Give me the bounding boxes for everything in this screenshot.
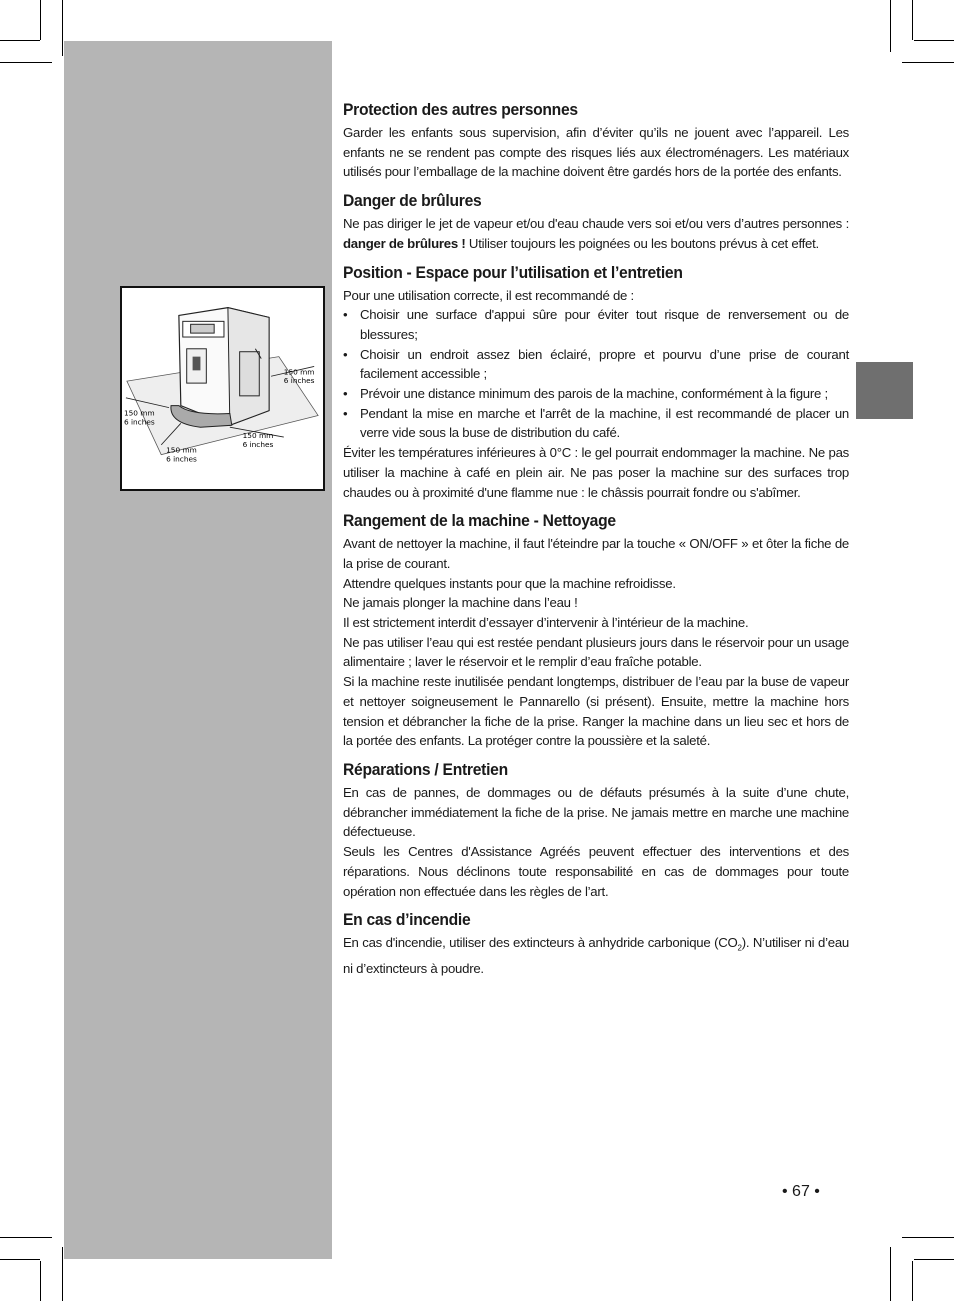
section-title: Danger de brûlures bbox=[343, 191, 482, 211]
crop-mark bbox=[0, 62, 52, 63]
figure-label-back-mm: 150 mm bbox=[283, 367, 315, 377]
section-rangement bbox=[343, 511, 849, 751]
paragraph: Avant de nettoyer la machine, il faut l'éteindre par la touche « ON/OFF » et ôter la fiche de la prise de courant. bbox=[343, 536, 849, 571]
list-item: • Choisir une surface d'appui sûre pour éviter tout risque de renversement ou de blessures; bbox=[343, 305, 849, 344]
warning-bold: danger de brûlures ! bbox=[343, 235, 466, 251]
crop-mark bbox=[890, 0, 891, 52]
crop-mark bbox=[0, 40, 40, 41]
figure-label-left-mm: 150 mm bbox=[123, 408, 155, 418]
section-text bbox=[343, 933, 849, 978]
subscript: 2 bbox=[737, 943, 742, 953]
sidebar-gray-column bbox=[64, 41, 332, 1259]
crop-mark bbox=[40, 0, 41, 40]
paragraph: Si la machine reste inutilisée pendant longtemps, distribuer de l’eau par la buse de vapeur et nettoyer soigneusement le Pannarello (si présent). Ensuite, mettre la machine hors tension et débrancher la fiche de la prise. Ranger la machine dans un lieu sec et hors de la portée des enfants. La protéger contre la poussière et la saleté. bbox=[343, 674, 849, 749]
main-content bbox=[343, 100, 849, 987]
crop-mark bbox=[912, 1261, 913, 1301]
text-part: Utiliser toujours les poignées ou les boutons prévus à cet effet. bbox=[465, 235, 819, 251]
section-brulures bbox=[343, 191, 849, 253]
crop-mark bbox=[0, 1259, 40, 1260]
figure-label-back-in: 6 inches bbox=[283, 376, 315, 386]
text-part: Ne pas diriger le jet de vapeur et/ou d'eau chaude vers soi et/ou vers d’autres personnes : bbox=[343, 216, 849, 232]
paragraph: En cas de pannes, de dommages ou de défauts présumés à la suite d’une chute, débrancher immédiatement la fiche de la prise. Ne jamais mettre en marche une machine défectueuse. bbox=[343, 784, 849, 840]
coffee-machine-illustration bbox=[122, 288, 323, 489]
section-incendie bbox=[343, 910, 849, 978]
crop-mark bbox=[62, 1247, 63, 1301]
figure-label-front-in: 6 inches bbox=[166, 454, 197, 464]
section-title: Protection des autres personnes bbox=[343, 100, 578, 119]
text-part: ). N’utiliser ni d’eau ni d’extincteurs à poudre. bbox=[343, 935, 849, 976]
section-title: Rangement de la machine - Nettoyage bbox=[343, 511, 616, 531]
paragraph: Attendre quelques instants pour que la machine refroidisse. bbox=[343, 575, 676, 591]
page-number: • 67 • bbox=[782, 1183, 820, 1200]
crop-mark bbox=[914, 40, 954, 41]
paragraph: Ne jamais plonger la machine dans l’eau ! bbox=[343, 595, 578, 611]
list-item: • Choisir un endroit assez bien éclairé, propre et pourvu d’une prise de courant facilement accessible ; bbox=[343, 345, 849, 384]
section-title: Position - Espace pour l’utilisation et l’entretien bbox=[343, 262, 683, 282]
section-text: Garder les enfants sous supervision, afin d’éviter qu’ils ne jouent avec l’appareil. Les enfants ne se rendent pas compte des risques liés aux électroménagers. Les matériaux utilisés pour l’emballage de la machine doivent être gardés hors de la portée des enfants. bbox=[343, 125, 849, 180]
crop-mark bbox=[912, 0, 913, 40]
list-item: • Pendant la mise en marche et l'arrêt de la machine, il est recommandé de placer un verre vide sous la buse de distribution du café. bbox=[343, 404, 849, 443]
crop-mark bbox=[62, 0, 63, 56]
section-outro: Éviter les températures inférieures à 0°C : le gel pourrait endommager la machine. Ne pas utiliser la machine à café en plein air. Ne pas poser la machine sur des surfaces trop chaudes ou à proximité d'une flamme nue : le châssis pourrait fondre ou s'abîmer. bbox=[343, 445, 849, 500]
paragraph: Il est strictement interdit d’essayer d’intervenir à l’intérieur de la machine. bbox=[343, 615, 749, 631]
figure-label-right-in: 6 inches bbox=[242, 439, 274, 449]
crop-mark bbox=[902, 1237, 954, 1238]
list-item: • Prévoir une distance minimum des parois de la machine, conformément à la figure ; bbox=[343, 384, 849, 404]
section-title: En cas d’incendie bbox=[343, 910, 471, 930]
paragraph: Ne pas utiliser l’eau qui est restée pendant plusieurs jours dans le réservoir pour un usage alimentaire ; laver le réservoir et le remplir d’eau fraîche potable. bbox=[343, 634, 849, 670]
figure-label-front-mm: 150 mm bbox=[166, 445, 197, 455]
figure-label-right-mm: 150 mm bbox=[242, 431, 274, 441]
paragraph: Seuls les Centres d'Assistance Agréés peuvent effectuer des interventions et des réparations. Nous déclinons toute responsabilité en cas de dommages pour toute opération non effectuée dans les règles de l’art. bbox=[343, 844, 849, 899]
crop-mark bbox=[914, 1259, 954, 1260]
crop-mark bbox=[890, 1247, 891, 1301]
section-position bbox=[343, 263, 849, 503]
section-text bbox=[343, 214, 849, 253]
crop-mark bbox=[0, 1237, 52, 1238]
clearance-figure bbox=[120, 286, 325, 491]
section-protection bbox=[343, 100, 849, 182]
crop-mark bbox=[40, 1261, 41, 1301]
section-title: Réparations / Entretien bbox=[343, 759, 508, 779]
section-reparations bbox=[343, 760, 849, 901]
figure-label-left-in: 6 inches bbox=[123, 417, 155, 427]
crop-mark bbox=[902, 62, 954, 63]
section-tab-marker bbox=[856, 362, 913, 419]
bullet-list bbox=[343, 305, 849, 443]
text-part: En cas d'incendie, utiliser des extincteurs à anhydride carbonique (CO bbox=[343, 935, 738, 951]
section-intro: Pour une utilisation correcte, il est recommandé de : bbox=[343, 287, 634, 303]
